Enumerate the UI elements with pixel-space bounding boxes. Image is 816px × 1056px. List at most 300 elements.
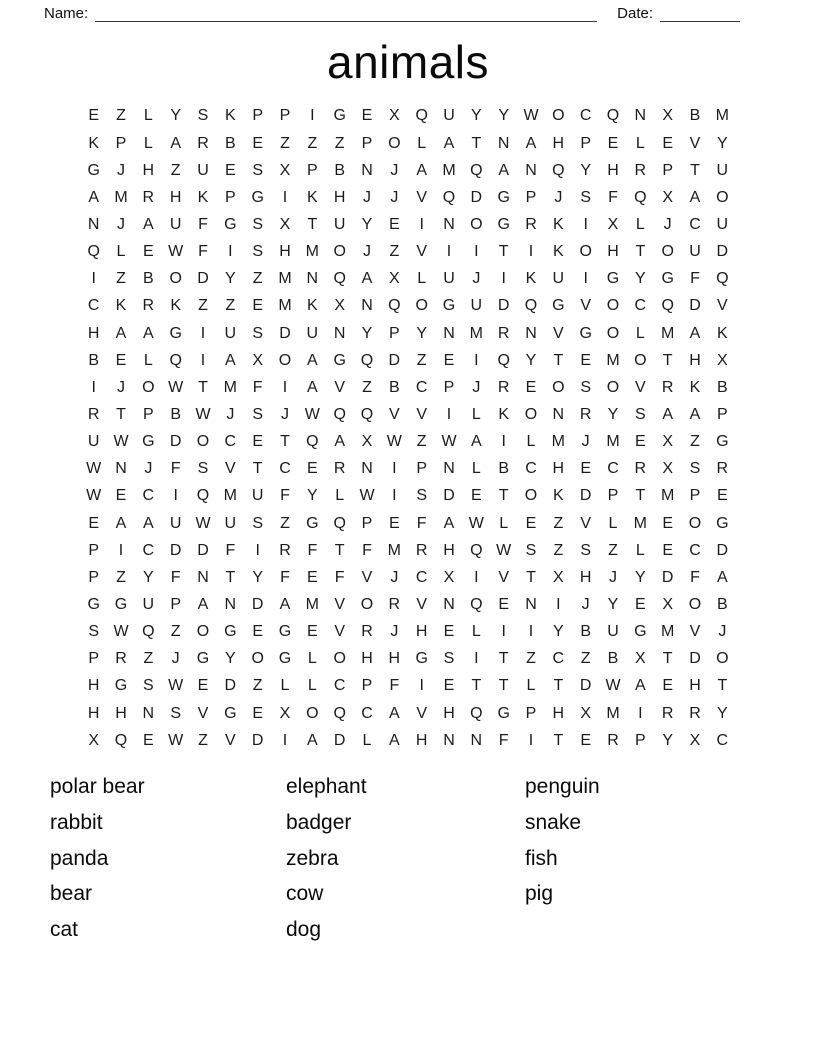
grid-letter: Q bbox=[196, 487, 210, 505]
grid-letter: E bbox=[662, 541, 673, 559]
grid-letter: N bbox=[333, 324, 346, 342]
grid-letter: E bbox=[361, 107, 373, 125]
grid-letter: H bbox=[333, 188, 346, 206]
grid-letter: K bbox=[88, 134, 99, 152]
grid-letter: H bbox=[388, 650, 401, 668]
grid-letter: D bbox=[579, 487, 592, 505]
grid-letter: B bbox=[498, 460, 509, 478]
grid-letter: D bbox=[689, 650, 701, 668]
grid-letter: B bbox=[716, 378, 728, 396]
grid-letter: N bbox=[470, 731, 483, 749]
grid-letter: O bbox=[688, 514, 702, 532]
grid-letter: X bbox=[552, 568, 564, 586]
grid-letter: Z bbox=[580, 650, 591, 668]
word-list-item: elephant bbox=[286, 775, 367, 799]
grid-letter: Z bbox=[553, 541, 564, 559]
grid-letter: U bbox=[443, 270, 455, 288]
grid-letter: A bbox=[525, 134, 537, 152]
grid-letter: Z bbox=[526, 650, 536, 668]
grid-letter: N bbox=[552, 406, 565, 423]
grid-letter: E bbox=[634, 595, 646, 613]
grid-letter: T bbox=[498, 677, 509, 695]
grid-letter: X bbox=[716, 351, 728, 369]
grid-letter: M bbox=[223, 378, 237, 396]
grid-letter: X bbox=[88, 731, 99, 749]
grid-letter: H bbox=[415, 623, 428, 641]
grid-letter: L bbox=[526, 677, 536, 695]
grid-letter: C bbox=[689, 216, 701, 234]
grid-letter: W bbox=[441, 433, 457, 451]
grid-letter: B bbox=[716, 595, 728, 613]
grid-letter: O bbox=[251, 650, 264, 668]
grid-letter: E bbox=[115, 351, 127, 369]
grid-letter: Q bbox=[470, 161, 483, 179]
grid-letter: M bbox=[469, 324, 483, 342]
grid-letter: U bbox=[197, 161, 209, 179]
grid-letter: K bbox=[197, 188, 209, 206]
grid-letter: A bbox=[306, 731, 318, 749]
grid-letter: A bbox=[170, 134, 181, 152]
grid-letter: X bbox=[580, 704, 591, 722]
grid-letter: Z bbox=[252, 270, 263, 288]
grid-letter: I bbox=[474, 243, 479, 261]
grid-letter: G bbox=[306, 514, 319, 532]
grid-letter: W bbox=[304, 406, 320, 423]
grid-letter: P bbox=[224, 188, 236, 206]
grid-letter: C bbox=[607, 460, 619, 478]
grid-letter: J bbox=[390, 623, 399, 641]
grid-letter: P bbox=[88, 541, 99, 559]
grid-letter: E bbox=[580, 460, 591, 478]
grid-letter: G bbox=[661, 270, 674, 288]
grid-letter: C bbox=[689, 541, 701, 559]
grid-letter: J bbox=[718, 623, 727, 641]
grid-letter: U bbox=[716, 216, 729, 234]
grid-letter: V bbox=[689, 623, 701, 641]
word-list-column bbox=[286, 769, 525, 948]
grid-letter: H bbox=[415, 731, 428, 749]
grid-letter: U bbox=[306, 324, 319, 342]
grid-letter: G bbox=[606, 270, 620, 288]
grid-letter: U bbox=[552, 270, 565, 288]
grid-letter: X bbox=[662, 460, 673, 478]
word-list-item: badger bbox=[286, 810, 352, 834]
grid-letter: H bbox=[169, 188, 182, 206]
grid-letter: Y bbox=[634, 568, 646, 586]
grid-letter: G bbox=[442, 297, 456, 315]
grid-letter: A bbox=[689, 406, 701, 423]
grid-letter: J bbox=[581, 595, 590, 613]
grid-letter: O bbox=[634, 351, 647, 369]
grid-letter: E bbox=[525, 378, 537, 396]
grid-letter: R bbox=[689, 704, 701, 722]
grid-letter: E bbox=[716, 487, 728, 505]
grid-letter: X bbox=[279, 216, 291, 234]
grid-letter: P bbox=[443, 378, 455, 396]
grid-letter: A bbox=[115, 324, 127, 342]
grid-letter: A bbox=[443, 134, 455, 152]
grid-letter: W bbox=[113, 433, 129, 451]
grid-letter: V bbox=[498, 568, 509, 586]
word-grid bbox=[80, 103, 736, 754]
grid-letter: N bbox=[634, 107, 647, 125]
grid-letter: X bbox=[252, 351, 263, 369]
grid-letter: V bbox=[416, 188, 427, 206]
grid-letter: X bbox=[334, 297, 345, 315]
grid-letter: Q bbox=[333, 704, 346, 722]
grid-letter: I bbox=[228, 243, 233, 261]
grid-letter: A bbox=[689, 324, 701, 342]
grid-letter: T bbox=[635, 487, 646, 505]
grid-letter: D bbox=[579, 677, 592, 695]
grid-letter: M bbox=[278, 297, 292, 315]
grid-letter: M bbox=[551, 433, 565, 451]
grid-letter: O bbox=[388, 134, 401, 152]
grid-letter: H bbox=[142, 161, 155, 179]
grid-letter: L bbox=[362, 731, 372, 749]
grid-letter: F bbox=[198, 216, 208, 234]
grid-letter: C bbox=[716, 731, 729, 749]
grid-letter: Z bbox=[198, 297, 208, 315]
grid-letter: F bbox=[498, 731, 509, 749]
grid-letter: A bbox=[306, 378, 318, 396]
grid-letter: R bbox=[361, 623, 373, 641]
grid-letter: K bbox=[224, 107, 236, 125]
grid-letter: V bbox=[634, 378, 646, 396]
word-list bbox=[0, 769, 816, 948]
grid-letter: T bbox=[690, 161, 700, 179]
grid-letter: A bbox=[498, 161, 509, 179]
grid-letter: D bbox=[497, 297, 510, 315]
grid-letter: Z bbox=[116, 107, 126, 125]
grid-letter: G bbox=[196, 650, 210, 668]
grid-letter: R bbox=[634, 161, 647, 179]
grid-letter: A bbox=[716, 568, 728, 586]
grid-letter: I bbox=[118, 541, 124, 559]
grid-letter: K bbox=[115, 297, 127, 315]
grid-letter: A bbox=[224, 351, 236, 369]
grid-letter: E bbox=[607, 134, 619, 152]
grid-letter: H bbox=[689, 677, 701, 695]
grid-letter: Z bbox=[389, 243, 400, 261]
grid-letter: H bbox=[443, 541, 455, 559]
grid-letter: J bbox=[581, 433, 590, 451]
grid-letter: M bbox=[606, 351, 620, 369]
grid-letter: O bbox=[169, 270, 182, 288]
grid-letter: P bbox=[361, 514, 373, 532]
grid-letter: I bbox=[474, 650, 479, 668]
grid-letter: O bbox=[552, 107, 565, 125]
grid-letter: V bbox=[224, 731, 236, 749]
grid-letter: S bbox=[580, 188, 591, 206]
grid-letter: B bbox=[334, 161, 345, 179]
grid-letter: J bbox=[362, 243, 371, 261]
grid-letter: F bbox=[307, 541, 318, 559]
grid-letter: T bbox=[717, 677, 728, 695]
grid-letter: J bbox=[390, 161, 399, 179]
grid-letter: F bbox=[334, 568, 345, 586]
date-label: Date: bbox=[617, 5, 653, 22]
grid-letter: W bbox=[496, 541, 512, 559]
grid-letter: M bbox=[661, 623, 675, 641]
grid-letter: V bbox=[334, 595, 345, 613]
grid-letter: G bbox=[87, 595, 100, 613]
grid-letter: O bbox=[606, 297, 620, 315]
grid-letter: E bbox=[252, 433, 263, 451]
grid-letter: I bbox=[282, 378, 288, 396]
grid-letter: L bbox=[143, 134, 153, 152]
grid-letter: V bbox=[580, 297, 591, 315]
grid-letter: V bbox=[197, 704, 209, 722]
grid-letter: Y bbox=[552, 623, 564, 641]
grid-letter: H bbox=[552, 704, 565, 722]
grid-letter: A bbox=[279, 595, 291, 613]
grid-letter: V bbox=[334, 623, 345, 641]
grid-letter: S bbox=[252, 216, 263, 234]
grid-letter: A bbox=[634, 677, 646, 695]
grid-letter: O bbox=[524, 487, 538, 505]
grid-letter: R bbox=[388, 595, 401, 613]
grid-letter: F bbox=[198, 243, 208, 261]
grid-letter: L bbox=[499, 514, 509, 532]
grid-letter: I bbox=[392, 487, 397, 505]
grid-letter: K bbox=[552, 243, 564, 261]
grid-letter: E bbox=[306, 623, 318, 641]
grid-letter: O bbox=[524, 406, 538, 423]
grid-letter: T bbox=[471, 677, 482, 695]
grid-letter: U bbox=[251, 487, 264, 505]
grid-letter: J bbox=[362, 188, 371, 206]
grid-letter: G bbox=[333, 351, 346, 369]
word-list-item: cat bbox=[50, 918, 79, 942]
grid-letter: Z bbox=[280, 514, 290, 532]
grid-letter: G bbox=[497, 216, 510, 234]
grid-letter: G bbox=[278, 623, 292, 641]
grid-letter: S bbox=[689, 460, 701, 478]
grid-letter: G bbox=[224, 216, 237, 234]
grid-letter: U bbox=[224, 324, 237, 342]
grid-letter: S bbox=[525, 541, 537, 559]
grid-letter: O bbox=[579, 243, 592, 261]
grid-letter: S bbox=[197, 107, 209, 125]
grid-letter: L bbox=[417, 134, 427, 152]
grid-letter: E bbox=[662, 134, 673, 152]
grid-letter: R bbox=[497, 324, 510, 342]
grid-letter: P bbox=[115, 134, 127, 152]
word-list-item: pig bbox=[525, 882, 554, 906]
grid-letter: M bbox=[442, 161, 456, 179]
grid-letter: Z bbox=[225, 297, 236, 315]
grid-letter: E bbox=[115, 487, 127, 505]
grid-letter: S bbox=[252, 514, 263, 532]
grid-letter: Q bbox=[442, 188, 456, 206]
grid-letter: R bbox=[607, 731, 619, 749]
grid-letter: L bbox=[143, 351, 153, 369]
grid-letter: L bbox=[143, 107, 153, 125]
grid-letter: R bbox=[415, 541, 428, 559]
grid-letter: F bbox=[225, 541, 236, 559]
grid-letter: I bbox=[528, 623, 534, 641]
grid-letter: T bbox=[198, 378, 208, 396]
grid-letter: P bbox=[361, 677, 373, 695]
grid-letter: Q bbox=[470, 541, 483, 559]
grid-letter: H bbox=[443, 704, 455, 722]
grid-letter: Z bbox=[170, 623, 181, 641]
grid-letter: A bbox=[388, 731, 400, 749]
grid-letter: I bbox=[255, 541, 260, 559]
grid-letter: E bbox=[634, 433, 646, 451]
grid-letter: S bbox=[580, 378, 591, 396]
grid-letter: W bbox=[195, 514, 211, 532]
grid-letter: P bbox=[306, 161, 318, 179]
grid-letter: E bbox=[252, 297, 263, 315]
grid-letter: N bbox=[142, 704, 155, 722]
grid-letter: N bbox=[525, 595, 537, 613]
grid-letter: X bbox=[662, 595, 673, 613]
grid-letter: G bbox=[579, 324, 592, 342]
grid-letter: C bbox=[552, 650, 565, 668]
grid-letter: U bbox=[142, 595, 155, 613]
grid-letter: H bbox=[87, 324, 100, 342]
grid-letter: V bbox=[416, 704, 427, 722]
grid-letter: F bbox=[389, 677, 400, 695]
grid-letter: L bbox=[307, 677, 317, 695]
grid-letter: V bbox=[416, 595, 427, 613]
grid-letter: Q bbox=[333, 270, 346, 288]
grid-letter: Y bbox=[634, 270, 646, 288]
grid-letter: Y bbox=[716, 704, 728, 722]
grid-letter: E bbox=[388, 216, 400, 234]
grid-letter: Q bbox=[306, 433, 319, 451]
grid-letter: S bbox=[252, 161, 263, 179]
grid-letter: Y bbox=[607, 406, 619, 423]
grid-letter: C bbox=[415, 378, 428, 396]
grid-letter: I bbox=[282, 731, 288, 749]
grid-letter: C bbox=[224, 433, 237, 451]
grid-letter: C bbox=[579, 107, 592, 125]
grid-letter: O bbox=[333, 243, 346, 261]
grid-letter: G bbox=[497, 704, 510, 722]
grid-letter: R bbox=[661, 704, 674, 722]
grid-letter: Q bbox=[333, 406, 346, 423]
grid-letter: D bbox=[661, 568, 674, 586]
grid-letter: S bbox=[252, 324, 263, 342]
grid-letter: C bbox=[142, 487, 155, 505]
grid-letter: Z bbox=[116, 568, 126, 586]
grid-letter: W bbox=[168, 243, 184, 261]
grid-letter: G bbox=[278, 650, 292, 668]
grid-letter: T bbox=[280, 433, 290, 451]
grid-letter: D bbox=[388, 351, 401, 369]
grid-letter: E bbox=[580, 351, 591, 369]
grid-letter: T bbox=[307, 216, 318, 234]
grid-letter: N bbox=[525, 161, 537, 179]
grid-letter: A bbox=[416, 161, 427, 179]
grid-letter: J bbox=[144, 460, 153, 478]
grid-letter: Q bbox=[169, 351, 182, 369]
word-list-item: cow bbox=[286, 882, 324, 906]
grid-letter: K bbox=[552, 216, 564, 234]
grid-letter: D bbox=[169, 433, 182, 451]
grid-letter: S bbox=[416, 487, 427, 505]
grid-letter: W bbox=[168, 731, 184, 749]
grid-letter: A bbox=[470, 433, 482, 451]
grid-letter: V bbox=[552, 324, 564, 342]
grid-letter: J bbox=[116, 161, 125, 179]
grid-letter: O bbox=[360, 595, 374, 613]
grid-letter: L bbox=[635, 541, 645, 559]
grid-letter: G bbox=[87, 161, 100, 179]
grid-letter: E bbox=[443, 677, 455, 695]
grid-letter: B bbox=[607, 650, 619, 668]
grid-letter: T bbox=[498, 487, 509, 505]
grid-letter: Y bbox=[252, 568, 263, 586]
grid-letter: Z bbox=[280, 134, 290, 152]
grid-letter: N bbox=[115, 460, 127, 478]
grid-letter: Q bbox=[360, 406, 374, 423]
grid-letter: L bbox=[635, 324, 645, 342]
grid-letter: L bbox=[280, 677, 290, 695]
grid-letter: G bbox=[716, 514, 729, 532]
grid-letter: T bbox=[662, 650, 673, 668]
grid-letter: E bbox=[498, 595, 509, 613]
grid-letter: H bbox=[115, 704, 127, 722]
name-label: Name: bbox=[44, 5, 89, 22]
grid-letter: V bbox=[689, 134, 701, 152]
grid-letter: H bbox=[607, 243, 619, 261]
grid-letter: O bbox=[415, 297, 428, 315]
word-list-item: fish bbox=[525, 846, 558, 870]
grid-letter: H bbox=[87, 677, 100, 695]
grid-letter: L bbox=[526, 433, 536, 451]
grid-letter: E bbox=[88, 514, 99, 532]
grid-letter: P bbox=[88, 650, 99, 668]
grid-letter: W bbox=[386, 433, 402, 451]
grid-letter: N bbox=[443, 324, 455, 342]
grid-letter: H bbox=[279, 243, 291, 261]
grid-letter: K bbox=[552, 487, 564, 505]
grid-letter: M bbox=[661, 487, 675, 505]
grid-letter: A bbox=[115, 514, 127, 532]
grid-letter: P bbox=[88, 568, 99, 586]
grid-letter: Y bbox=[142, 568, 154, 586]
grid-letter: W bbox=[86, 487, 102, 505]
grid-letter: G bbox=[224, 704, 237, 722]
grid-letter: I bbox=[501, 433, 506, 451]
grid-letter: Z bbox=[362, 378, 372, 396]
grid-letter: J bbox=[226, 406, 235, 423]
grid-letter: V bbox=[416, 243, 427, 261]
grid-letter: Z bbox=[690, 433, 700, 451]
grid-letter: N bbox=[87, 216, 100, 234]
grid-letter: U bbox=[169, 216, 182, 234]
grid-letter: M bbox=[715, 107, 729, 125]
grid-letter: L bbox=[116, 243, 126, 261]
grid-letter: F bbox=[608, 188, 618, 206]
grid-letter: S bbox=[142, 677, 154, 695]
grid-letter: M bbox=[387, 541, 401, 559]
grid-letter: L bbox=[417, 270, 427, 288]
grid-letter: B bbox=[689, 107, 701, 125]
grid-letter: R bbox=[142, 188, 155, 206]
grid-letter: L bbox=[307, 650, 317, 668]
grid-letter: Z bbox=[416, 351, 427, 369]
grid-letter: Y bbox=[716, 134, 728, 152]
grid-letter: C bbox=[361, 704, 373, 722]
grid-letter: D bbox=[224, 677, 237, 695]
grid-letter: K bbox=[498, 406, 509, 423]
grid-letter: L bbox=[471, 623, 481, 641]
